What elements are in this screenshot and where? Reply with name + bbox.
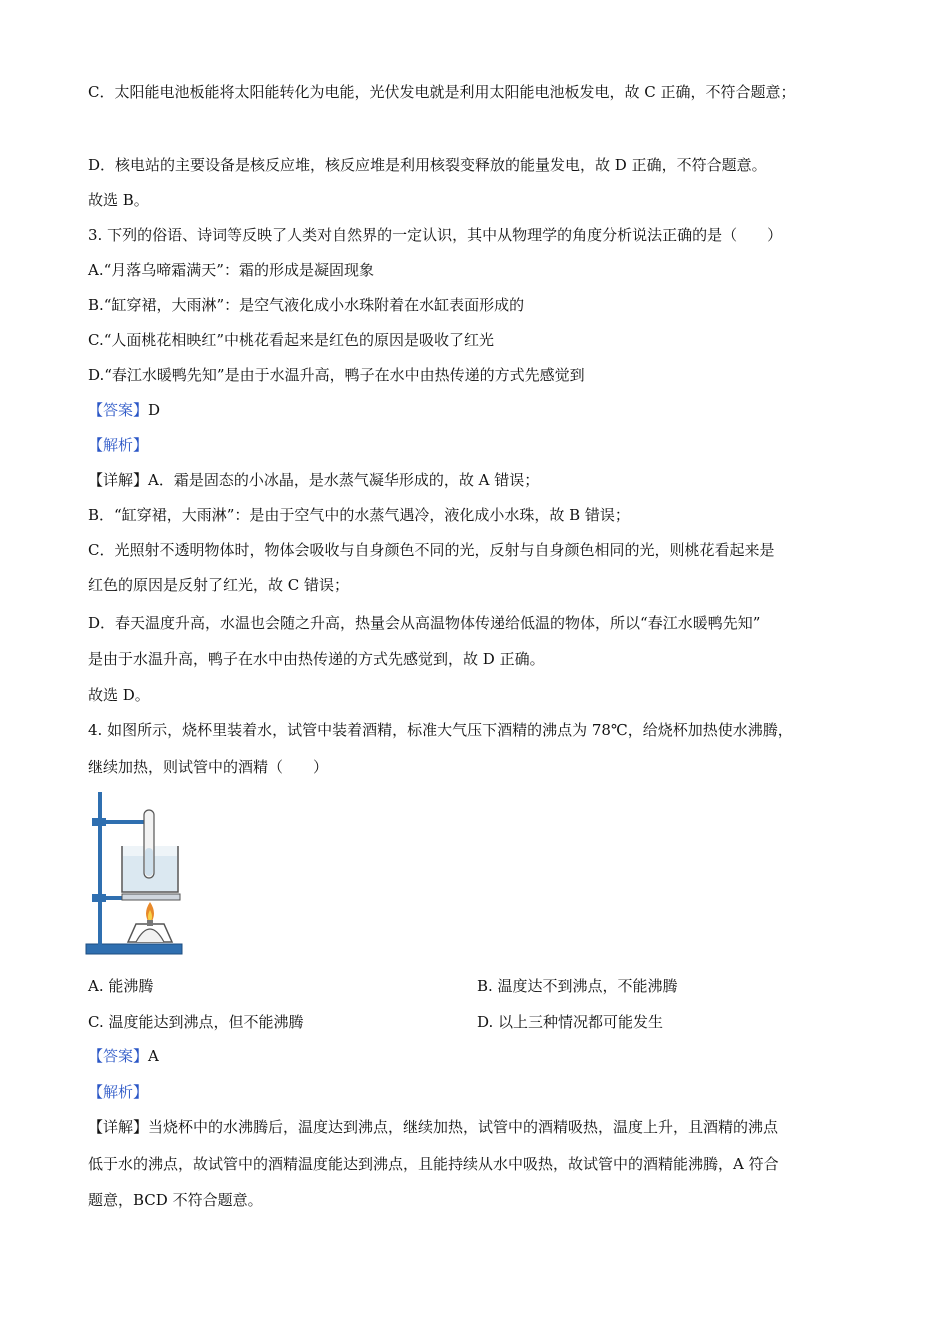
- q4-detail-line-2: 低于水的沸点，故试管中的酒精温度能达到沸点，且能持续从水中吸热，故试管中的酒精能沸腾，A 符合: [88, 1155, 779, 1173]
- detail-text: 当烧杯中的水沸腾后，温度达到沸点，继续加热，试管中的酒精吸热，温度上升，且酒精的沸点: [148, 1118, 779, 1136]
- answer-value: A: [148, 1047, 159, 1065]
- detail-tag: 【详解】: [88, 1118, 149, 1136]
- answer-tag: 【答案】: [88, 1047, 149, 1065]
- apparatus-figure: [84, 790, 184, 958]
- q3-detail-line-2: B．“缸穿裙，大雨淋”：是由于空气中的水蒸气遇冷，液化成小水珠，故 B 错误；: [88, 506, 630, 524]
- q3-stem: 3. 下列的俗语、诗词等反映了人类对自然界的一定认识，其中从物理学的角度分析说法正确的是（ ）: [88, 226, 783, 244]
- q4-answer: [88, 1046, 159, 1066]
- q4-option-b: B. 温度达不到沸点，不能沸腾: [477, 977, 678, 995]
- q2-option-c-analysis: C．太阳能电池板能将太阳能转化为电能，光伏发电就是利用太阳能电池板发电，故 C 正确，不符合题意；: [88, 83, 796, 101]
- q4-stem-line-1: 4. 如图所示，烧杯里装着水，试管中装着酒精，标准大气压下酒精的沸点为 78℃，给烧杯加热使水沸腾，: [88, 721, 793, 739]
- analysis-tag: 【解析】: [88, 436, 149, 454]
- detail-text: A．霜是固态的小冰晶，是水蒸气凝华形成的，故 A 错误；: [148, 471, 540, 489]
- answer-value: D: [148, 401, 161, 419]
- q4-detail-line-1: [88, 1117, 778, 1137]
- q3-option-b: B.“缸穿裙，大雨淋”：是空气液化成小水珠附着在水缸表面形成的: [88, 296, 525, 314]
- q4-option-a: A. 能沸腾: [88, 977, 154, 995]
- analysis-tag: 【解析】: [88, 1083, 149, 1101]
- q4-option-c: C. 温度能达到沸点，但不能沸腾: [88, 1013, 304, 1031]
- q3-analysis-tag: [88, 435, 148, 455]
- q3-answer: [88, 400, 160, 420]
- detail-tag: 【详解】: [88, 471, 149, 489]
- q3-detail-line-3: C．光照射不透明物体时，物体会吸收与自身颜色不同的光，反射与自身颜色相同的光，则桃花看起来是: [88, 541, 775, 559]
- q3-conclusion: 故选 D。: [88, 686, 150, 704]
- q3-detail-line-4: 红色的原因是反射了红光，故 C 错误；: [88, 576, 350, 594]
- answer-tag: 【答案】: [88, 401, 149, 419]
- q3-option-a: A.“月落乌啼霜满天”：霜的形成是凝固现象: [88, 261, 374, 279]
- q3-option-d: D.“春江水暖鸭先知”是由于水温升高，鸭子在水中由热传递的方式先感觉到: [88, 366, 585, 384]
- q3-option-c: C.“人面桃花相映红”中桃花看起来是红色的原因是吸收了红光: [88, 331, 495, 349]
- q4-stem-line-2: 继续加热，则试管中的酒精（ ）: [88, 758, 329, 776]
- boiling-apparatus-illustration: [84, 790, 184, 958]
- q4-analysis-tag: [88, 1082, 148, 1102]
- q4-option-d: D. 以上三种情况都可能发生: [477, 1013, 664, 1031]
- q2-conclusion: 故选 B。: [88, 191, 149, 209]
- q3-detail-line-5: D．春天温度升高，水温也会随之升高，热量会从高温物体传递给低温的物体，所以“春江水暖鸭先知”: [88, 614, 761, 632]
- q3-detail-line-6: 是由于水温升高，鸭子在水中由热传递的方式先感觉到，故 D 正确。: [88, 650, 545, 668]
- q2-option-d-analysis: D．核电站的主要设备是核反应堆，核反应堆是利用核裂变释放的能量发电，故 D 正确，不符合题意。: [88, 156, 767, 174]
- q4-detail-line-3: 题意，BCD 不符合题意。: [88, 1191, 263, 1209]
- q3-detail-line-1: [88, 470, 539, 490]
